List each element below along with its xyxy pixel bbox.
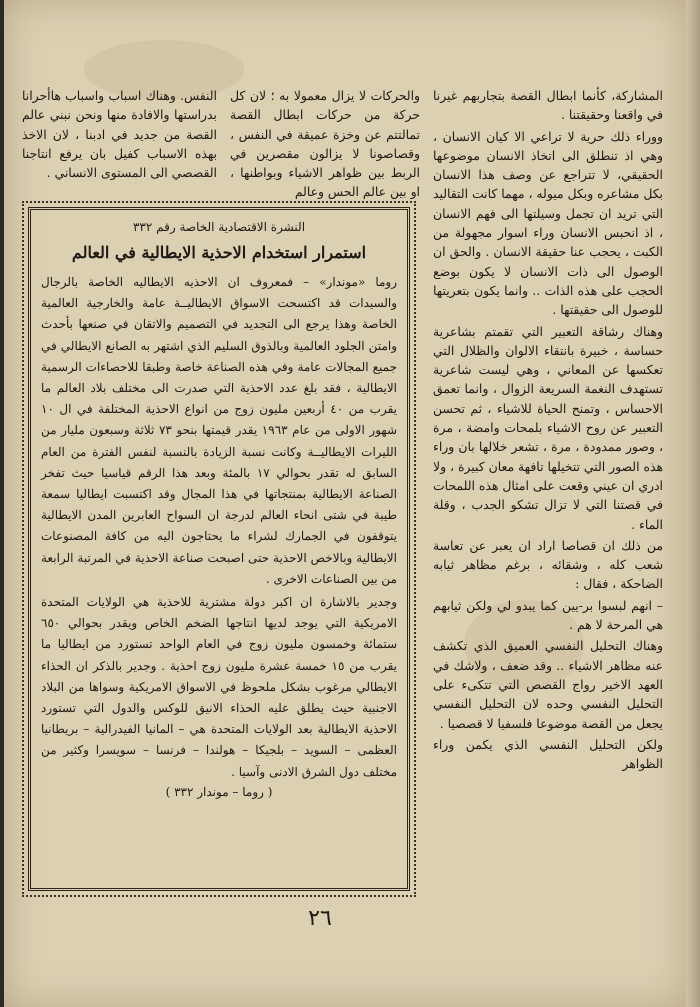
quote: – انهم لبسوا بر-يين كما يبدو لي ولكن ثيابهم هي المرحة لا هم . (433, 597, 663, 633)
article-left-column (22, 86, 217, 184)
bulletin-body (41, 272, 397, 783)
paragraph: من ذلك ان قصاصا اراد ان يعبر عن تعاسة شعب كله ، وشقائه ، برغم مظاهر ثيابه الضاحكة ، فقال : (433, 537, 663, 592)
page-number: ٢٦ (308, 906, 332, 931)
paragraph: وهناك التحليل النفسي العميق الذي تكشف عنه مظاهر الاشياء .. وقد ضعف ، ولاشك في العهد الاخير رواج القصص التي تتكىء على التحليل النفسي وحده لان التحليل النفسي يجعل من القصة موضوعا فلسفيا لا قصصيا . (433, 638, 663, 731)
bulletin-paragraph: روما «موندار» – فمعروف ان الاحذيه الايطاليه الخاصة بالرجال والسيدات قد اكتسحت الاسواق الايطاليــة عامة والخارجية العالمية الخاصة وهذا يرجع الى التجديد في التصميم والاتقان في صنعها بأحدث وامتن الجلود العالمية وبالذوق السليم الذي اشتهر به الصانع الايطالي في جميع المجالات عامة وفي هذه الصناعة خاصة وطبقا للاحصاءات الرسمية الايطالية ، فقد بلغ عدد الاحذية التي صدرت الى مختلف بلاد العالم ما يقرب من ٤٠ أربعين مليون زوج من انواع الاحذية المختلفة في ال ١٠ شهور الاولى من عام ١٩٦٣ يقدر قيمتها بنحو ٧٣ ثلاثة وسبعون مليار من الليرات الايطاليــة وكانت نسبة الزيادة بالنسبة لنفس الفترة من العام السابق له تقدر بحوالي ١٧ بالمئة وبعد هذا الرقم قياسيا حيث تفخر الصناعة الايطالية بمنتجاتها في هذا المجال وقد اكتسبت ايطاليا سمعة طيبة في شتى انحاء العالم لدرجة ان السواح العابرين المدن الايطالية يتوقفون في الجمارك لشراء ما يحتاجون اليه من كافة المصنوعات الايطالية وبالاخص الاحذية حتى اصبحت صناعة الاحذية في المرتبة الرابعة من بين الصناعات الاخرى . (41, 275, 398, 586)
bulletin-signature: ( روما – موندار ٣٣٢ ) (165, 784, 273, 799)
bulletin-paragraph: وجدير بالاشارة ان اكبر دولة مشترية للاحذية هي الولايات المتحدة الامريكية التي يوجد لديها انتاجها الضخم الخاص ويقدر بحوالي ٦٥٠ ستمائة وخمسون مليون زوج في العام الواحد تستورد من ايطاليا ما يقرب من ١٥ خمسة عشرة مليون زوج احذية . وجدير بالذكر ان الحذاء الايطالي مرغوب بشكل ملحوظ في الاسواق الامريكية وسواها من البلاد الاجنبية حيث يطلق عليه الحذاء الانيق للوكس والدول التي تستورد الاحذية الايطالية بعد الولايات المتحدة هي – المانيا الفيدرالية – بريطانيا العظمى – السويد – بلجيكا – هولندا – فرنسا – سويسرا وكثير من مختلف دول الشرق الادنى وآسيا . (41, 595, 397, 779)
article-middle-column (230, 86, 420, 204)
paragraph: والحركات لا يزال معمولا به ؛ لان كل حركة من حركات ابطال القصة تمالتتم عن وخزة عميقة في النفس ، وقصاصونا لا يزالون مقصرين في الربط بين ظواهر الاشياء وبواطنها ، او بين عالم الحس وعالم (230, 88, 420, 200)
economic-bulletin-box (28, 207, 410, 891)
article-right-column (433, 86, 663, 775)
page-spine (686, 0, 700, 1007)
paragraph: ولكن التحليل النفسي الذي يكمن وراء الظواهر (433, 736, 663, 772)
paragraph: النفس. وهناك اسباب واسباب هاأحرانا بدراستها والافادة منها ونحن نبني عالم القصة من جديد في ادبنا ، لان الاخذ بهذه الاسباب كفيل بان يرفع انتاجنا القصصي الى المستوى الانساني . (22, 88, 217, 181)
bulletin-kicker: النشرة الاقتصادية الخاصة رقم ٣٣٢ (132, 220, 306, 234)
paragraph: المشاركة، كأنما ابطال القصة بتجاربهم غيرنا في واقعنا وحقيقتنا . (433, 88, 663, 123)
bulletin-headline: استمرار استخدام الاحذية الايطالية في العالم (71, 243, 367, 262)
paragraph: ووراء ذلك حرية لا تراعي الا كيان الانسان ، وهي اذ تنطلق الى اتخاذ الانسان موضوعها الحقيقي، لا تتراجع عن وصف هذا الانسان بكل مشاعره وبكل ميوله ، مهما كانت التقاليد التي تريد ان تجمل وسيلتها الى فهم الانسان ، اذ انحبس الانسان وراء اسوار مجهولة من الكبت ، يحجب عنا حقيقة الانسان . والحق ان الوصول الى ذات الانسان لا يكون بوضع الحجب على هذه الذات .. وانما يكون بتعريتها للوصول الى حقيقتها . (433, 128, 663, 318)
paragraph: وهناك رشاقة التعبير التي تقمتم بشاعرية حساسة ، خبيرة بانتقاء الالوان والظلال التي تعكسها عن المعاني ، وهي ليست شاعرية تستهدف النغمة السريعة الزوال ، وانما تعمق الاحساس ، وتمنح الحياة للاشياء ، ثم تحسن التعبير عن روح الاشياء بلمحات وامضة ، مرة ، وصور ممدودة ، مرة ، تشعر خلالها بان وراء هذه الصور التي تتخيلها تافهة معان كبيرة ، ولا ادري ان عيني وقعت على امثال هذه اللمحات في قصتنا التي لا تزال تشكو الجدب ، وقلة الماء . (433, 323, 663, 532)
